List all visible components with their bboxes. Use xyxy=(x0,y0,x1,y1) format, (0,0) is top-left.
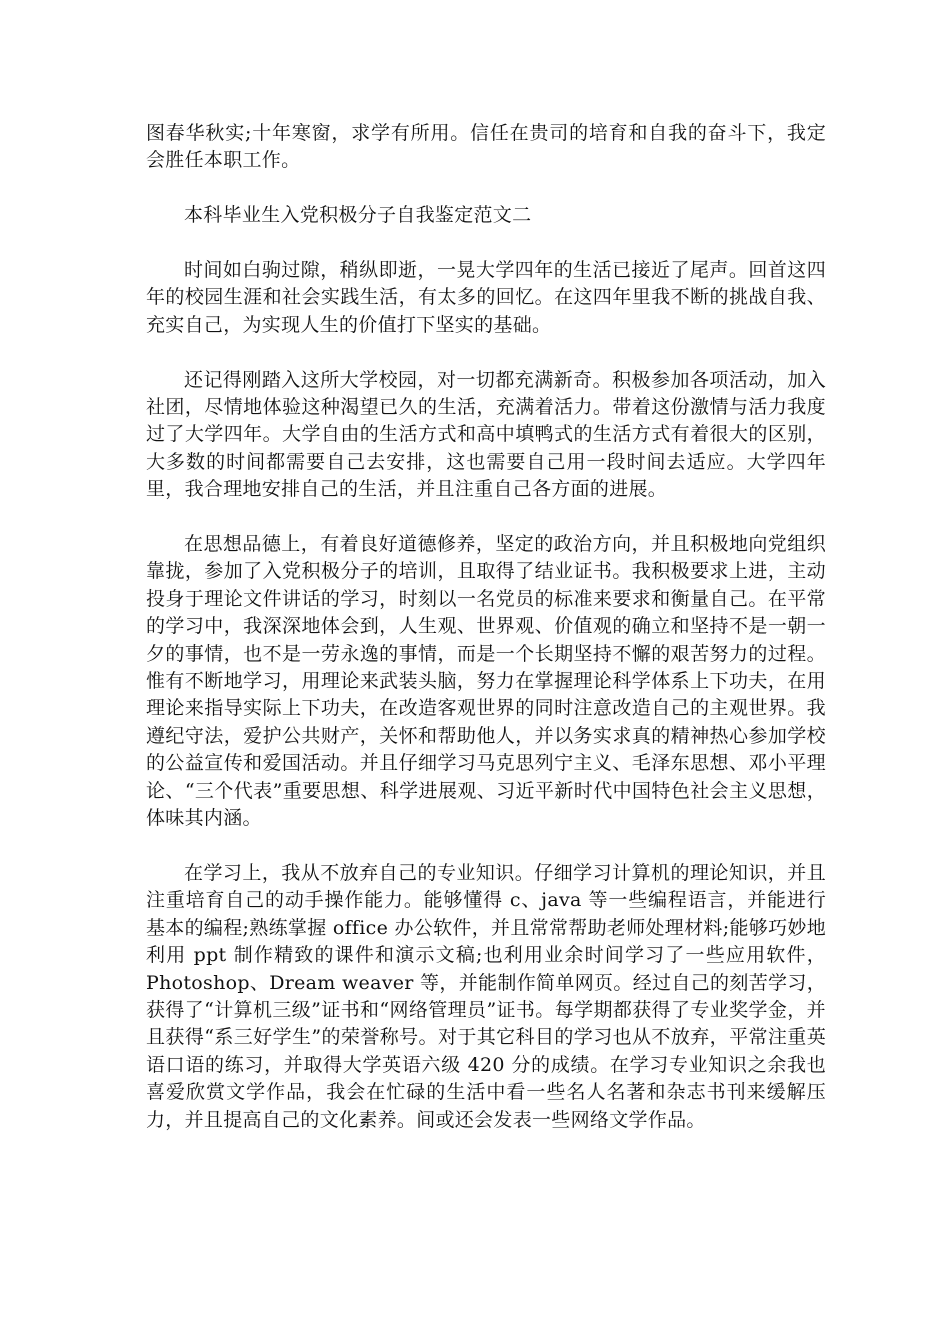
paragraph-campus-life: 还记得刚踏入这所大学校园，对一切都充满新奇。积极参加各项活动，加入社团，尽情地体验这种渴望已久的生活，充满着活力。带着这份激情与活力我度过了大学四年。大学自由的生活方式和高中填鸭式的生活方式有着很大的区别，大多数的时间都需要自己去安排，这也需要自己用一段时间去适应。大学四年里，我合理地安排自己的生活，并且注重自己各方面的进展。 xyxy=(146,368,826,501)
paragraph-study: 在学习上，我从不放弃自己的专业知识。仔细学习计算机的理论知识，并且注重培育自己的动手操作能力。能够懂得 c、java 等一些编程语言，并能进行基本的编程;熟练掌握 office 办公软件，并且常常帮助老师处理材料;能够巧妙地利用 ppt 制作精致的课件和演示文稿;也利用业余时间学习了一些应用软件，Photoshop、Dream weaver 等，并能制作简单网页。经过自己的刻苦学习，获得了“计算机三级”证书和“网络管理员”证书。每学期都获得了专业奖学金，并且获得“系三好学生”的荣誉称号。对于其它科目的学习也从不放弃，平常注重英语口语的练习，并取得大学英语六级 420 分的成绩。在学习专业知识之余我也喜爱欣赏文学作品，我会在忙碌的生活中看一些名人名著和杂志书刊来缓解压力，并且提高自己的文化素养。间或还会发表一些网络文学作品。 xyxy=(146,861,826,1131)
paragraph-intro: 时间如白驹过隙，稍纵即逝，一晃大学四年的生活已接近了尾声。回首这四年的校园生涯和社会实践生活，有太多的回忆。在这四年里我不断的挑战自我、充实自己，为实现人生的价值打下坚实的基础。 xyxy=(146,259,826,336)
document-body xyxy=(146,120,826,1161)
paragraph-ideology: 在思想品德上，有着良好道德修养，坚定的政治方向，并且积极地向党组织靠拢，参加了入党积极分子的培训，且取得了结业证书。我积极要求上进，主动投身于理论文件讲话的学习，时刻以一名党员的标准来要求和衡量自己。在平常的学习中，我深深地体会到，人生观、世界观、价值观的确立和坚持不是一朝一夕的事情，也不是一劳永逸的事情，而是一个长期坚持不懈的艰苦努力的过程。惟有不断地学习，用理论来武装头脑，努力在掌握理论科学体系上下功夫，在用理论来指导实际上下功夫，在改造客观世界的同时注意改造自己的主观世界。我遵纪守法，爱护公共财产，关怀和帮助他人，并以务实求真的精神热心参加学校的公益宣传和爱国活动。并且仔细学习马克思列宁主义、毛泽东思想、邓小平理论、“三个代表”重要思想、科学进展观、习近平新时代中国特色社会主义思想，体味其内涵。 xyxy=(146,533,826,830)
paragraph-continued: 图春华秋实;十年寒窗，求学有所用。信任在贵司的培育和自我的奋斗下，我定会胜任本职工作。 xyxy=(146,122,826,172)
section-heading: 本科毕业生入党积极分子自我鉴定范文二 xyxy=(184,204,532,227)
